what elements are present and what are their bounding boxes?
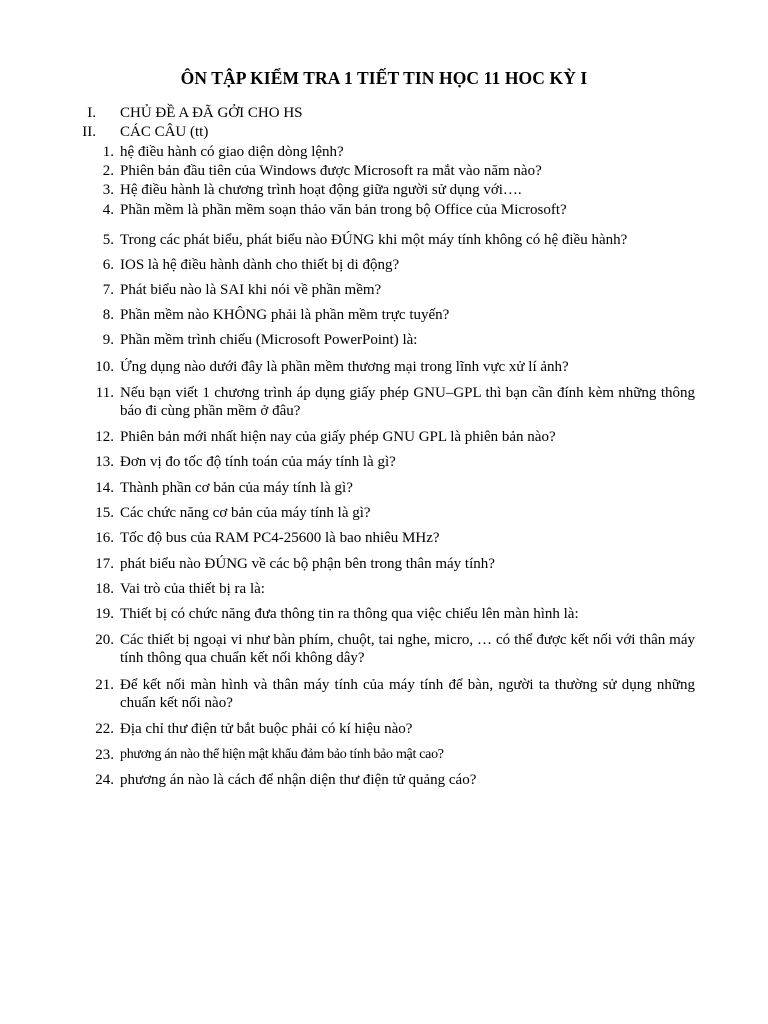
question-text: Các chức năng cơ bản của máy tính là gì? (120, 505, 371, 521)
question-number: 11. (95, 385, 114, 401)
question-number: 1. (102, 144, 114, 160)
question-text: Các thiết bị ngoại vi như bàn phím, chuột, tai nghe, micro, … có thể được kết nối với thân máy tính thông qua chuẩn kết nối không dây? (120, 632, 695, 666)
question-text: Phiên bản đầu tiên của Windows được Microsoft ra mắt vào năm nào? (120, 163, 542, 179)
question-number: 19. (95, 606, 114, 622)
question-number: 17. (95, 556, 114, 572)
question-number: 18. (95, 581, 114, 597)
question-number: 13. (95, 454, 114, 470)
question-text: phương án nào là cách để nhận diện thư điện tử quảng cáo? (120, 772, 477, 788)
question-text: Nếu bạn viết 1 chương trình áp dụng giấy phép GNU–GPL thì bạn cần đính kèm những thông báo đi cùng phần mềm ở đâu? (120, 385, 695, 419)
question-text: IOS là hệ điều hành dành cho thiết bị di động? (120, 257, 400, 273)
question-text: Thiết bị có chức năng đưa thông tin ra thông qua việc chiếu lên màn hình là: (120, 606, 579, 622)
question-number: 8. (102, 307, 114, 323)
question-number: 9. (102, 332, 114, 348)
question-text: phương án nào thể hiện mật khẩu đảm bảo tính bảo mật cao? (120, 747, 444, 762)
question-number: 16. (95, 530, 114, 546)
question-text: Để kết nối màn hình và thân máy tính của máy tính để bàn, người ta thường sử dụng những chuẩn kết nối nào? (120, 677, 695, 711)
question-number: 20. (95, 632, 114, 648)
question-number: 3. (102, 182, 114, 198)
question-text: Hệ điều hành là chương trình hoạt động giữa người sử dụng với…. (120, 182, 522, 198)
question-number: 24. (95, 772, 114, 788)
page-title: ÔN TẬP KIỂM TRA 1 TIẾT TIN HỌC 11 HOC KỲ I (180, 68, 588, 88)
question-text: Thành phần cơ bản của máy tính là gì? (120, 480, 353, 496)
question-number: 21. (95, 677, 114, 693)
question-text: Phần mềm nào KHÔNG phải là phần mềm trực tuyến? (120, 307, 450, 323)
question-text: Ứng dụng nào dưới đây là phần mềm thương mại trong lĩnh vực xử lí ảnh? (120, 359, 569, 375)
question-number: 6. (102, 257, 114, 273)
section-number: I. (87, 105, 96, 121)
question-number: 23. (95, 747, 114, 763)
section-number: II. (82, 124, 96, 140)
question-number: 12. (95, 429, 114, 445)
section-text: CÁC CÂU (tt) (120, 124, 209, 140)
question-text: Trong các phát biểu, phát biểu nào ĐÚNG khi một máy tính không có hệ điều hành? (120, 232, 628, 248)
question-text: Tốc độ bus của RAM PC4-25600 là bao nhiêu MHz? (120, 530, 440, 546)
question-text: Phần mềm trình chiếu (Microsoft PowerPoint) là: (120, 332, 418, 348)
question-text: Địa chỉ thư điện tử bắt buộc phải có kí hiệu nào? (120, 721, 413, 737)
section-text: CHỦ ĐỀ A ĐÃ GỞI CHO HS (120, 105, 303, 121)
question-text: phát biểu nào ĐÚNG về các bộ phận bên trong thân máy tính? (120, 556, 495, 572)
question-number: 5. (102, 232, 114, 248)
question-text: Vai trò của thiết bị ra là: (120, 581, 265, 597)
question-number: 7. (102, 282, 114, 298)
question-text: Phần mềm là phần mềm soạn thảo văn bản trong bộ Office của Microsoft? (120, 202, 567, 218)
question-text: hệ điều hành có giao diện dòng lệnh? (120, 144, 344, 160)
question-number: 14. (95, 480, 114, 496)
question-number: 22. (95, 721, 114, 737)
question-number: 15. (95, 505, 114, 521)
question-text: Đơn vị đo tốc độ tính toán của máy tính là gì? (120, 454, 396, 470)
question-text: Phát biểu nào là SAI khi nói về phần mềm? (120, 282, 382, 298)
question-text: Phiên bản mới nhất hiện nay của giấy phép GNU GPL là phiên bản nào? (120, 429, 556, 445)
question-number: 2. (102, 163, 114, 179)
question-number: 4. (102, 202, 114, 218)
question-number: 10. (95, 359, 114, 375)
